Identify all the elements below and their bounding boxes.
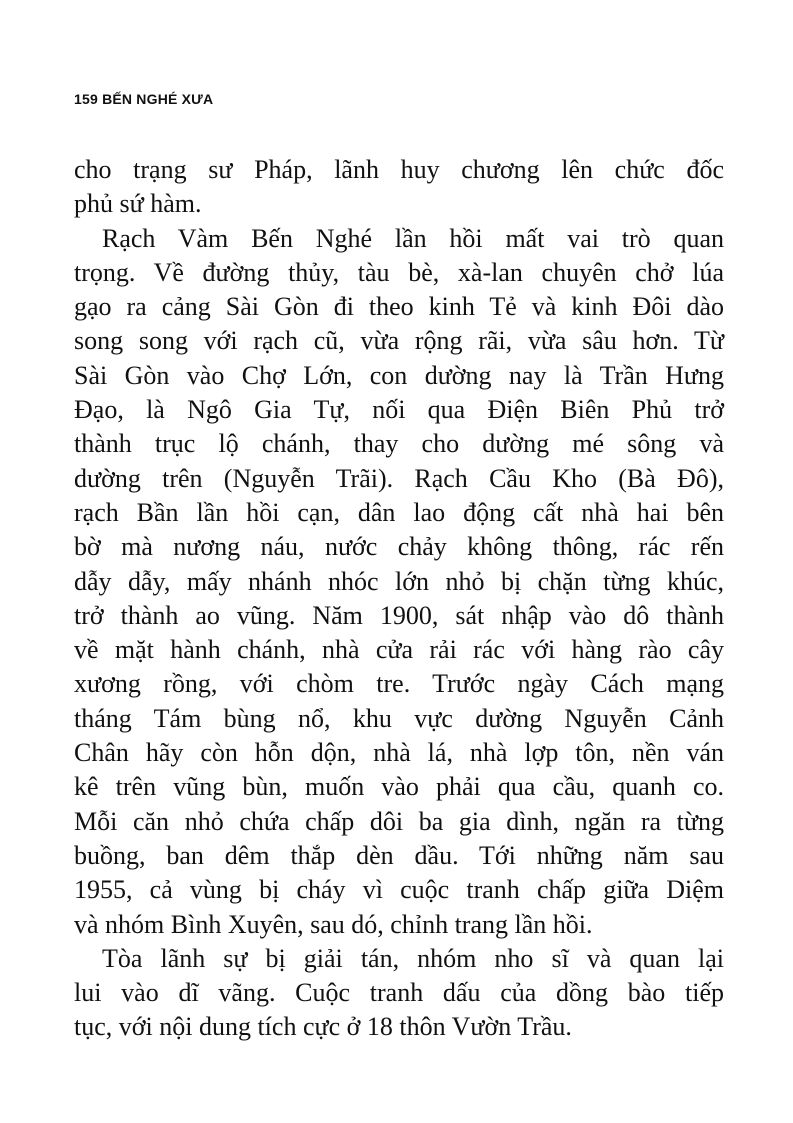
paragraph-line: Chân hãy còn hỗn dộn, nhà lá, nhà lợp tôn, nền ván [74, 738, 724, 768]
paragraph-line: và nhóm Bình Xuyên, sau dó, chỉnh trang lần hồi. [74, 909, 593, 939]
paragraph-line: gạo ra cảng Sài Gòn đi theo kinh Tẻ và kinh Đôi dào [74, 292, 724, 322]
running-title: BẾN NGHÉ XƯA [102, 91, 214, 107]
paragraph-line: Rạch Vàm Bến Nghé lần hồi mất vai trò quan [102, 223, 724, 253]
paragraph-line: tục, với nội dung tích cực ở 18 thôn Vườn Trầu. [74, 1012, 572, 1042]
paragraph-line: song song với rạch cũ, vừa rộng rãi, vừa sâu hơn. Từ [74, 326, 724, 356]
paragraph-line: cho trạng sư Pháp, lãnh huy chương lên chức đốc [74, 155, 724, 184]
paragraph-line: lui vào dĩ vãng. Cuộc tranh dấu của dồng bào tiếp [74, 978, 724, 1008]
paragraph-line: tháng Tám bùng nổ, khu vực dường Nguyễn Cảnh [74, 703, 724, 733]
paragraph-line: rạch Bần lần hồi cạn, dân lao động cất nhà hai bên [74, 497, 724, 527]
paragraph-line: thành trục lộ chánh, thay cho dường mé sông và [74, 429, 724, 459]
paragraph-line: xương rồng, với chòm tre. Trước ngày Cách mạng [74, 669, 724, 699]
paragraph-line: Mỗi căn nhỏ chứa chấp dôi ba gia dình, ngăn ra từng [74, 806, 724, 836]
paragraph-line: dẫy dẫy, mấy nhánh nhóc lớn nhỏ bị chặn từng khúc, [74, 566, 724, 596]
page-number: 159 [74, 91, 98, 107]
paragraph-line: Đạo, là Ngô Gia Tự, nối qua Điện Biên Phủ trở [74, 395, 724, 425]
paragraph-line: kê trên vũng bùn, muốn vào phải qua cầu, quanh co. [74, 772, 724, 802]
paragraph-line: phủ sứ hàm. [74, 189, 202, 219]
paragraph-line: về mặt hành chánh, nhà cửa rải rác với hàng rào cây [74, 635, 724, 665]
paragraph-line: dường trên (Nguyễn Trãi). Rạch Cầu Kho (Bà Đô), [74, 463, 724, 493]
paragraph-line: trọng. Về đường thủy, tàu bè, xà-lan chuyên chở lúa [74, 257, 724, 287]
paragraph-line: Sài Gòn vào Chợ Lớn, con dường nay là Trần Hưng [74, 360, 724, 390]
paragraph-line: 1955, cả vùng bị cháy vì cuộc tranh chấp giữa Diệm [74, 875, 724, 905]
paragraph-line: buồng, ban dêm thắp dèn dầu. Tới những năm sau [74, 840, 724, 870]
running-header [74, 91, 213, 107]
paragraph-line: bờ mà nương náu, nước chảy không thông, rác rến [74, 532, 724, 562]
paragraph-line: Tòa lãnh sự bị giải tán, nhóm nho sĩ và quan lại [102, 943, 724, 973]
paragraph-line: trở thành ao vũng. Năm 1900, sát nhập vào dô thành [74, 600, 724, 630]
body-text [74, 153, 724, 1045]
